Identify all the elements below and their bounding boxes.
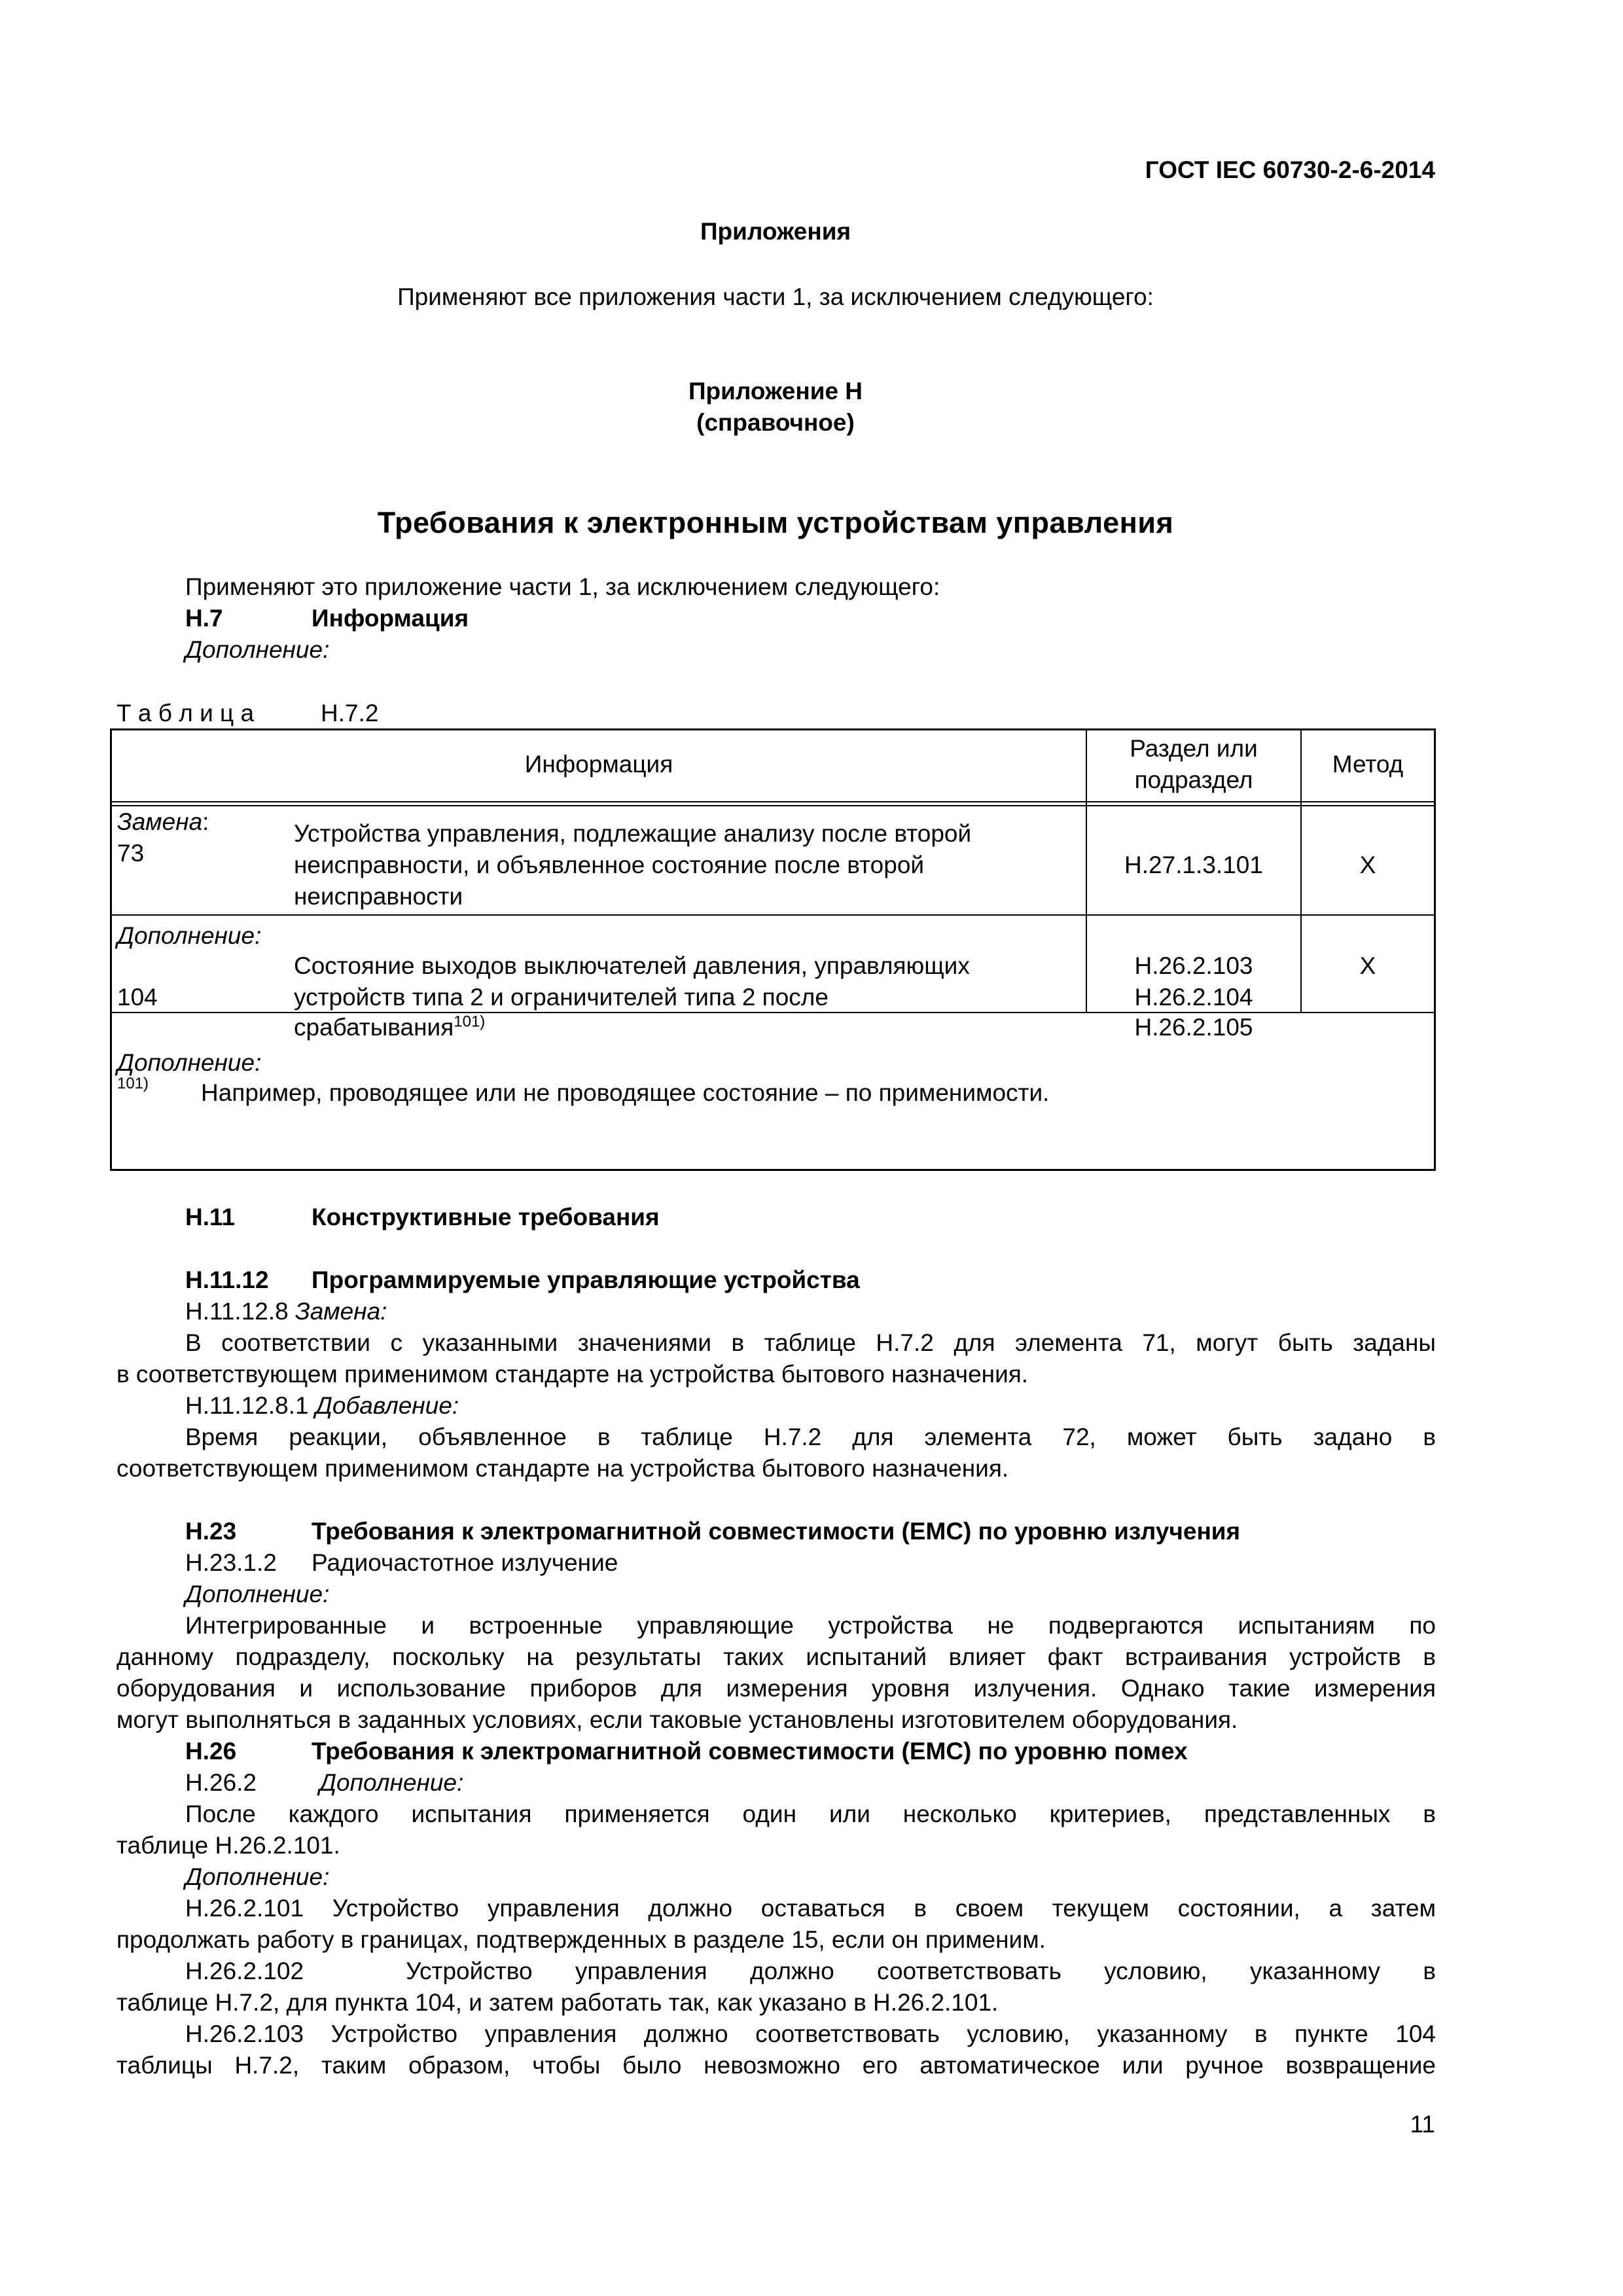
h7-title: Информация (312, 605, 469, 632)
row2-method: Х (1359, 952, 1376, 979)
table-caption-number: Н.7.2 (321, 700, 379, 726)
table-row-divider (112, 805, 1434, 806)
row2-section-3: Н.26.2.105 (1134, 1014, 1253, 1041)
annex-h-title: Приложение Н (688, 378, 863, 404)
footnote-ref: 101) (454, 1013, 486, 1031)
row1-text-3: неисправности (294, 883, 463, 910)
row2-text-1: Состояние выходов выключателей давления, управляющих (294, 952, 970, 979)
h11-12-title: Программируемые управляющие устройства (312, 1266, 860, 1293)
h26-2-103-line-2: таблицы Н.7.2, таким образом, чтобы было невозможно его автоматическое или ручное возвращение (116, 2052, 1436, 2079)
row1-text-2: неисправности, и объявленное состояние после второй (294, 852, 925, 878)
h11-12-8-line-2: в соответствующем применимом стандарте на устройства бытового назначения. (116, 1361, 1029, 1388)
h26-2-line-1: После каждого испытания применяется один или несколько критериев, представленных в (185, 1801, 1436, 1827)
h26-2-101-line-2: продолжать работу в границах, подтвержденных в разделе 15, если он применим. (116, 1926, 1046, 1953)
annexes-intro: Применяют все приложения части 1, за исключением следующего: (397, 283, 1154, 310)
row2-number: 104 (117, 984, 158, 1011)
h23-title: Требования к электромагнитной совместимости (ЕМС) по уровню излучения (312, 1518, 1241, 1545)
annex-h-subtitle: (справочное) (696, 409, 855, 436)
footnote-text: Например, проводящее или не проводящее состояние – по применимости. (201, 1079, 1050, 1106)
h11-number: Н.11 (185, 1204, 236, 1230)
h11-12-8-1-line-1: Время реакции, объявленное в таблице Н.7.2 для элемента 72, может быть задано в (185, 1424, 1436, 1450)
h11-12-8-1-line-2: соответствующем применимом стандарте на устройства бытового назначения. (116, 1455, 1009, 1482)
h26-title: Требования к электромагнитной совместимости (ЕМС) по уровню помех (312, 1738, 1188, 1765)
row1-text-1: Устройства управления, подлежащие анализу после второй (294, 820, 972, 847)
row2-kind: Дополнение: (117, 922, 262, 949)
h7-number: Н.7 (185, 605, 223, 632)
h26-2-label: Дополнение: (319, 1769, 464, 1796)
annexes-heading: Приложения (700, 218, 851, 245)
h11-12-8-line-1: В соответствии с указанными значениями в таблице Н.7.2 для элемента 71, могут быть заданы (185, 1329, 1436, 1356)
table-h7-2 (110, 728, 1436, 1171)
h23-number: Н.23 (185, 1518, 237, 1545)
table-row-divider (112, 801, 1434, 802)
h23-line-4: могут выполняться в заданных условиях, если таковые установлены изготовителем оборудования. (116, 1706, 1238, 1733)
standard-code: ГОСТ IEC 60730-2-6-2014 (1145, 156, 1435, 183)
h11-12-8-heading: Н.11.12.8 Замена: (185, 1298, 387, 1325)
h23-line-3: оборудования и использование приборов для измерения уровня излучения. Однако такие измерения (116, 1675, 1436, 1702)
h23-line-2: данному подразделу, поскольку на результаты таких испытаний влияет факт встраивания устройств в (116, 1643, 1436, 1670)
row2-text-2: устройств типа 2 и ограничителей типа 2 после (294, 984, 829, 1011)
table-caption-word: Т а б л и ц а (116, 700, 255, 726)
row1-kind: Замена: (117, 808, 209, 835)
h26-note: Дополнение: (185, 1863, 330, 1890)
h11-title: Конструктивные требования (312, 1204, 660, 1230)
h23-1-2-title: Радиочастотное излучение (312, 1549, 618, 1576)
h7-note: Дополнение: (185, 636, 330, 663)
row2-text-3: срабатывания$^{101)}$ (294, 1013, 486, 1041)
h26-2-102-line-2: таблице Н.7.2, для пункта 104, и затем работать так, как указано в Н.26.2.101. (116, 1989, 999, 2016)
row2-section-1: Н.26.2.103 (1134, 952, 1253, 979)
h26-2-101-line-1: Н.26.2.101 Устройство управления должно оставаться в своем текущем состоянии, а затем (185, 1895, 1436, 1922)
row1-section: Н.27.1.3.101 (1124, 852, 1263, 878)
h26-2-103-line-1: Н.26.2.103 Устройство управления должно соответствовать условию, указанному в пункте 104 (185, 2020, 1436, 2047)
table-header-section-2: подраздел (1134, 766, 1253, 793)
row1-number: 73 (117, 840, 145, 867)
h23-note: Дополнение: (185, 1581, 330, 1607)
table-header-method: Метод (1332, 751, 1404, 778)
footer-kind: Дополнение: (117, 1049, 262, 1076)
h26-number: Н.26 (185, 1738, 237, 1765)
table-header-info: Информация (524, 751, 673, 778)
h26-2-102-number: Н.26.2.102 (185, 1958, 304, 1984)
h11-12-8-1-heading: Н.11.12.8.1 Добавление: (185, 1392, 459, 1419)
annex-h-main-title: Требования к электронным устройствам управления (377, 506, 1174, 539)
h26-2-line-2: таблице Н.26.2.101. (116, 1832, 340, 1859)
row1-method: Х (1359, 852, 1376, 878)
table-header-section-1: Раздел или (1130, 735, 1258, 762)
table-row-divider (112, 914, 1434, 916)
h11-12-number: Н.11.12 (185, 1266, 269, 1293)
h23-1-2-number: Н.23.1.2 (185, 1549, 277, 1576)
row2-section-2: Н.26.2.104 (1134, 984, 1253, 1011)
h23-line-1: Интегрированные и встроенные управляющие устройства не подвергаются испытаниям по (185, 1612, 1436, 1639)
h26-2-number: Н.26.2 (185, 1769, 257, 1796)
footnote-mark: 101) (117, 1075, 149, 1092)
page-number: 11 (1410, 2111, 1435, 2138)
h26-2-102-line-1: Устройство управления должно соответствовать условию, указанному в (406, 1958, 1436, 1984)
annex-h-intro: Применяют это приложение части 1, за исключением следующего: (185, 573, 940, 600)
